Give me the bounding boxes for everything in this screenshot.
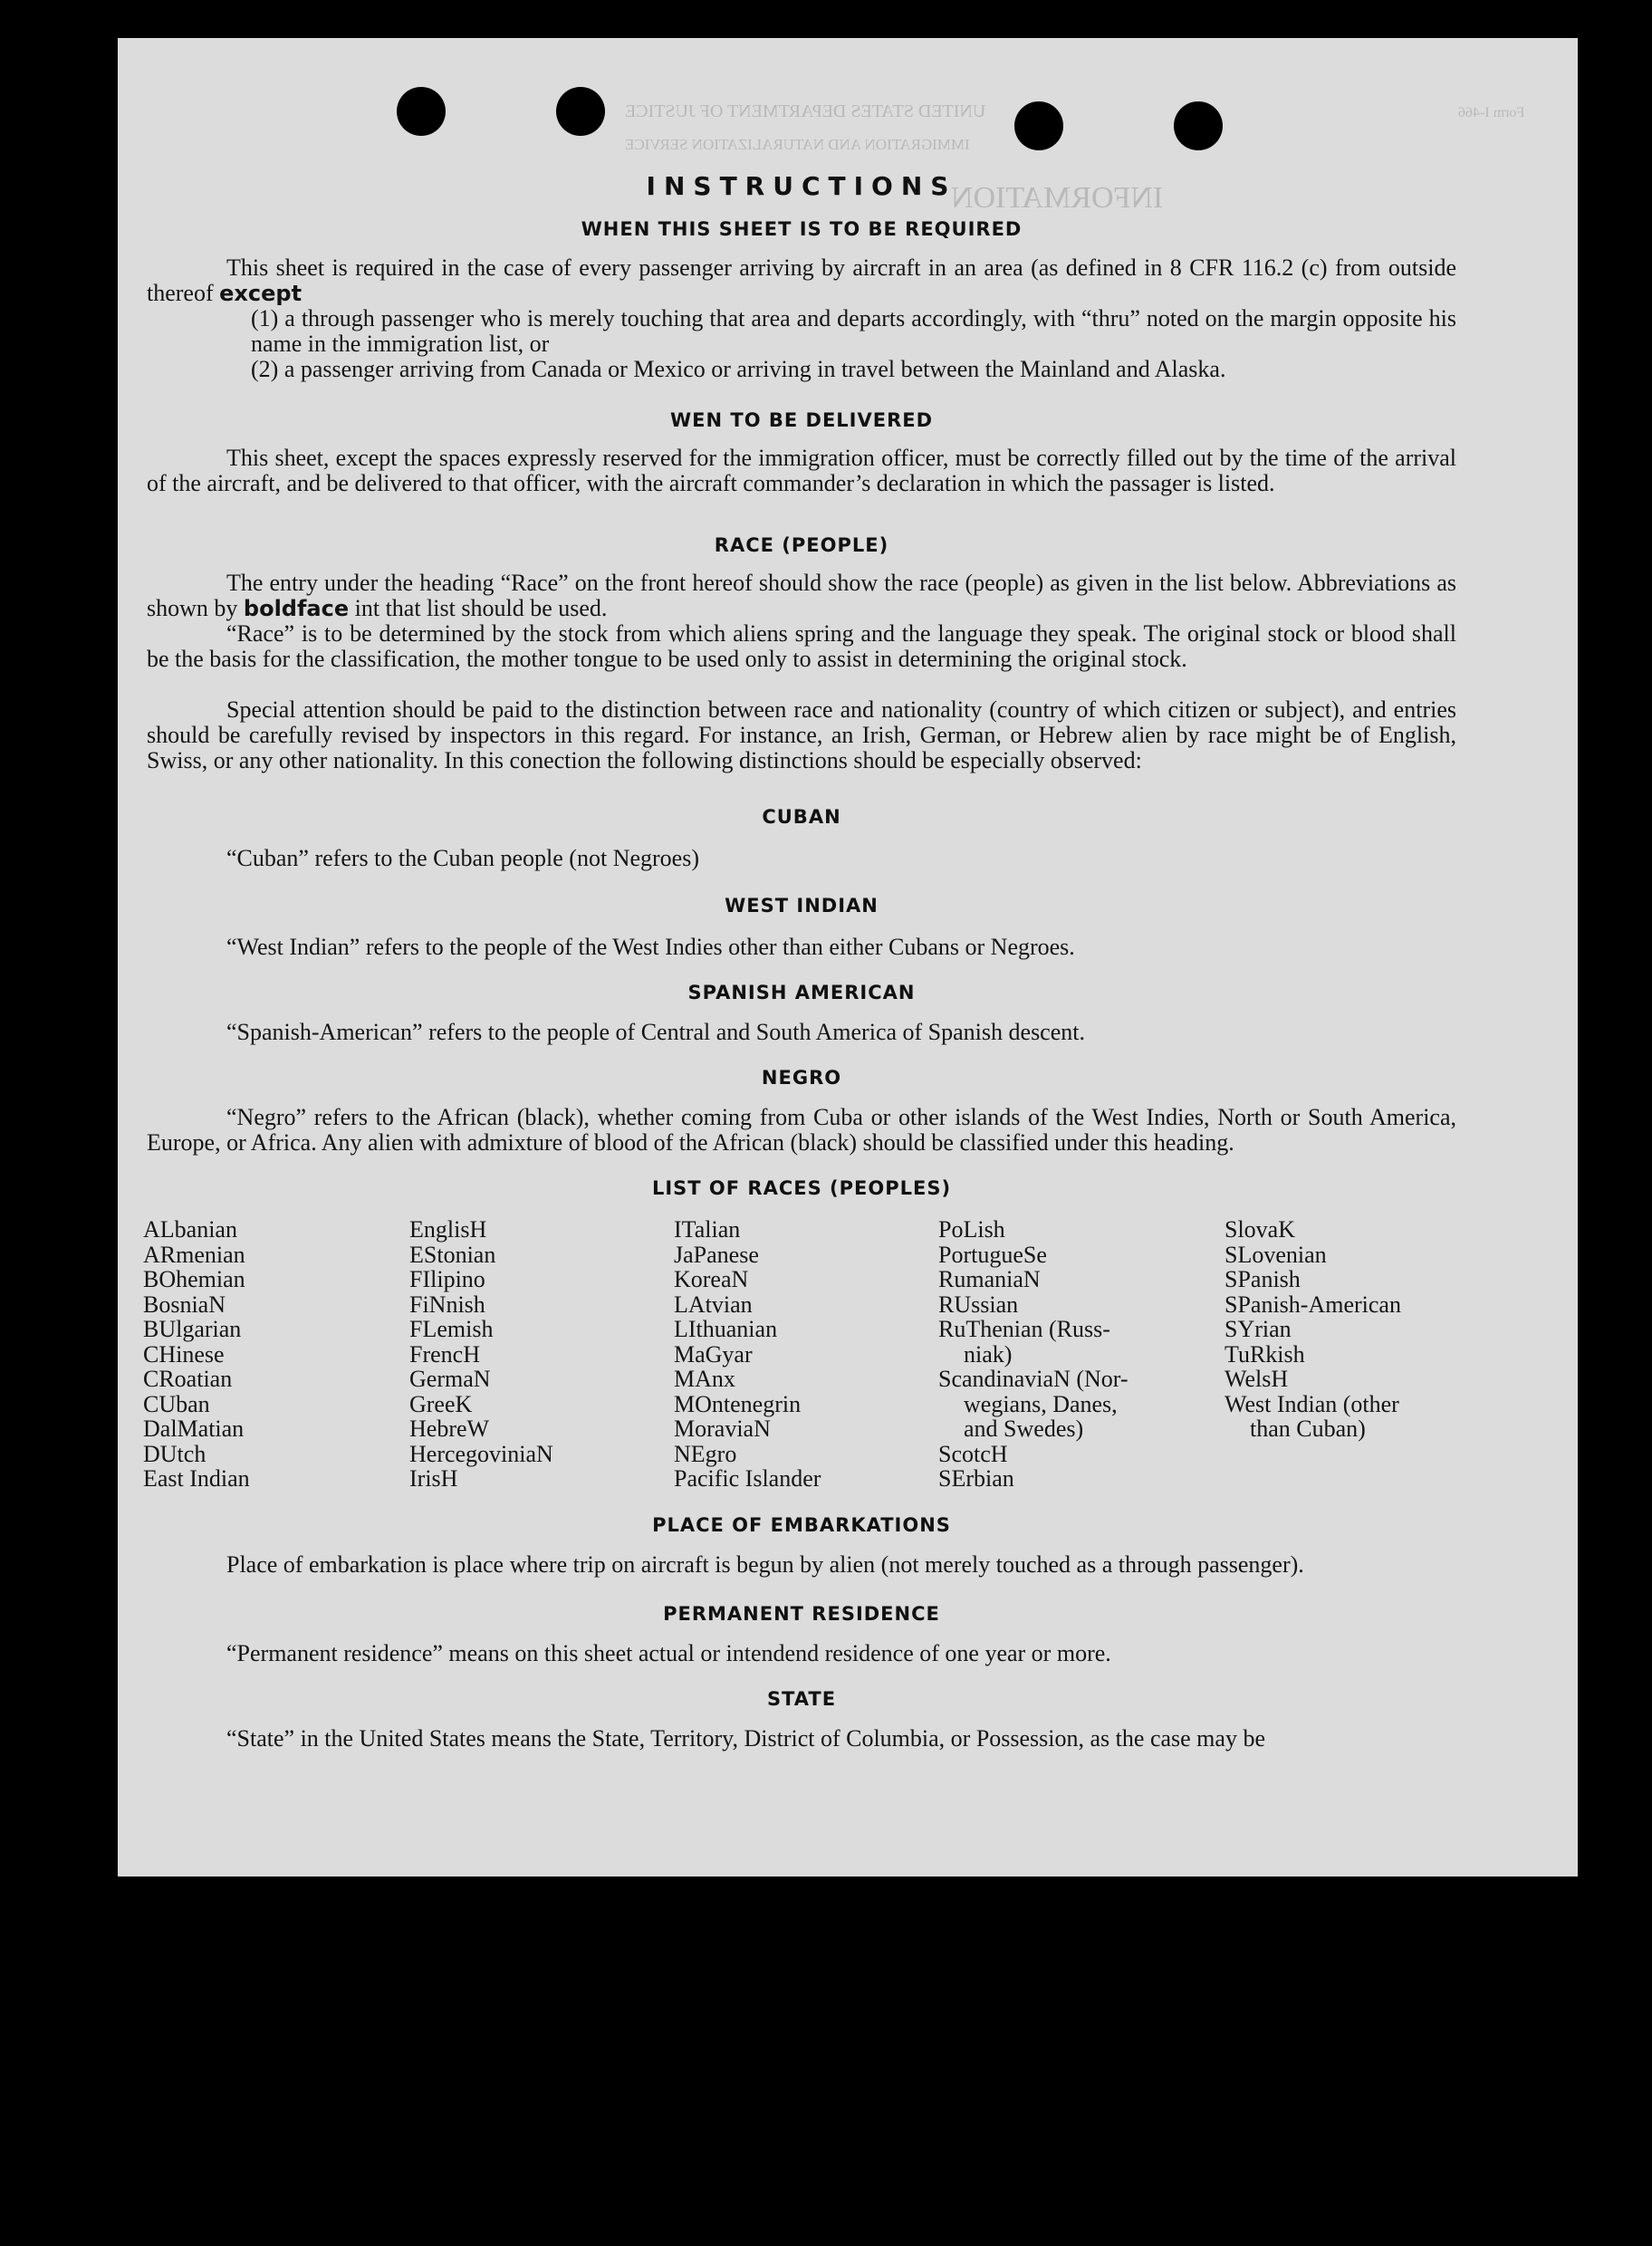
list-item: LAtvian [674,1291,753,1318]
race-list-column [938,1217,1129,1492]
list-item: BosniaN [143,1291,226,1318]
paragraph [147,1020,1456,1045]
paragraph-text: “West Indian” refers to the people of the West Indies other than either Cubans or Negroes. [226,934,1075,960]
list-item: BUlgarian [143,1316,242,1342]
list-item: MAnx [674,1366,735,1392]
section-heading: WEN TO BE DELIVERED [669,409,934,431]
section-heading: LIST OF RACES (PEOPLES) [651,1177,952,1199]
list-item: SPanish-American [1225,1291,1401,1318]
list-item: and Swedes) [964,1416,1084,1442]
bold-word: boldface [243,596,350,621]
paragraph-text: The entry under the heading “Race” on the front hereof should show the race (people) as given in the list below. Abbreviations as shown by [147,570,1456,621]
list-item: RumaniaN [938,1266,1041,1292]
list-item: FLemish [409,1316,494,1342]
list-item: ALbanian [143,1216,237,1243]
paragraph [147,1552,1456,1578]
list-item: SYrian [1225,1316,1292,1342]
paragraph-text: int that list should be used. [354,595,608,621]
section-heading: STATE [766,1688,837,1710]
list-item: ScandinaviaN (Nor- [938,1366,1129,1392]
list-item: ITalian [674,1216,741,1243]
paragraph-text: “State” in the United States means the State, Territory, District of Columbia, or Possession, as the case may be [226,1725,1265,1752]
race-list-column [409,1217,553,1492]
list-item: RuThenian (Russ- [938,1316,1110,1342]
paragraph-text: “Negro” refers to the African (black), whether coming from Cuba or other islands of the West Indies, North or South America, Europe, or Africa. Any alien with admixture of blood of the African (black) should be classified under this heading. [147,1104,1456,1156]
paragraph [147,571,1456,621]
section-heading: PERMANENT RESIDENCE [663,1603,940,1625]
list-item: PortugueSe [938,1241,1047,1268]
list-item: wegians, Danes, [964,1390,1118,1417]
list-item: DalMatian [143,1416,245,1442]
list-item: MoraviaN [674,1416,771,1442]
paragraph-text: Special attention should be paid to the distinction between race and nationality (country of which citizen or subject), and entries should be carefully revised by inspectors in this regard. For instance, an Irish, German, or Hebrew alien by race might be of English, Swiss, or any other nationality. In this conection the following distinctions should be especially observed: [147,696,1456,773]
bleed-through-line: UNITED STATES DEPARTMENT OF JUSTICE [625,101,986,121]
race-list-column [1225,1217,1401,1442]
list-item: LIthuanian [674,1316,778,1342]
list-item: CUban [143,1390,210,1417]
list-item: BOhemian [143,1266,245,1292]
race-list-column [143,1217,250,1492]
paragraph-text: “Spanish-American” refers to the people of Central and South America of Spanish descent. [226,1019,1085,1045]
list-item: FrencH [409,1340,480,1368]
list-item: JaPanese [674,1241,759,1268]
section-heading: WHEN THIS SHEET IS TO BE REQUIRED [581,218,1023,240]
list-item: CRoatian [143,1366,233,1392]
paragraph [147,621,1456,672]
list-item: SLovenian [1225,1241,1327,1268]
page-title: INSTRUCTIONS [646,171,957,201]
list-item: than Cuban) [1250,1416,1366,1442]
section-heading: PLACE OF EMBARKATIONS [652,1514,951,1536]
list-item: SPanish [1225,1266,1301,1292]
list-item: CHinese [143,1340,225,1368]
list-item: EStonian [409,1241,496,1268]
bleed-through-line: IMMIGRATION AND NATURALIZATION SERVICE [625,136,970,153]
list-item: FiNnish [409,1291,485,1318]
race-list-column [674,1217,821,1492]
paragraph [147,1641,1456,1666]
section-heading: SPANISH AMERICAN [687,982,916,1003]
list-item: SlovaK [1225,1216,1295,1243]
list-item: GermaN [409,1366,491,1392]
paragraph [147,446,1456,496]
list-item [251,306,1456,357]
bold-word: except [219,281,303,306]
list-item: TuRkish [1225,1340,1305,1368]
list-item: DUtch [143,1440,206,1467]
section-heading: RACE (PEOPLE) [714,534,889,556]
list-item: East Indian [143,1465,250,1492]
list-item: WelsH [1225,1366,1289,1392]
list-item: RUssian [938,1291,1019,1318]
paragraph-text: (1) a through passenger who is merely touching that area and departs accordingly, with “thru” noted on the margin opposite his name in the immigration list, or [251,305,1456,357]
paragraph-text: This sheet, except the spaces expressly reserved for the immigration officer, must be correctly filled out by the time of the arrival of the aircraft, and be delivered to that officer, with the aircraft commander’s declaration in which the passager is listed. [147,445,1456,496]
section-heading: WEST INDIAN [725,895,879,917]
list-item: MOntenegrin [674,1390,802,1417]
punch-hole [1174,101,1223,150]
list-item: ScotcH [938,1440,1008,1467]
paragraph [147,255,1456,306]
list-item: NEgro [674,1440,737,1467]
list-item: GreeK [409,1390,473,1417]
punch-hole [556,87,605,136]
list-item: West Indian (other [1225,1390,1399,1417]
list-item: EnglisH [409,1216,487,1243]
list-item: HebreW [409,1416,490,1442]
list-item: KoreaN [674,1266,749,1292]
document-page [118,38,1578,1876]
section-heading: NEGRO [761,1067,842,1089]
paragraph-text: Place of embarkation is place where trip on aircraft is begun by alien (not merely touched as a through passenger). [226,1551,1304,1578]
list-item: PoLish [938,1216,1005,1243]
punch-hole [397,87,446,136]
list-item: MaGyar [674,1340,753,1368]
bleed-through-line: INFORMATION [951,181,1164,215]
paragraph-text: “Permanent residence” means on this sheet actual or intendend residence of one year or more. [226,1640,1111,1666]
section-heading: CUBAN [762,806,841,828]
paragraph [147,846,1456,871]
paragraph-text: (2) a passenger arriving from Canada or Mexico or arriving in travel between the Mainland and Alaska. [251,356,1226,382]
punch-hole [1014,101,1063,150]
list-item: SErbian [938,1465,1014,1492]
paragraph [147,1105,1456,1156]
paragraph [147,935,1456,960]
bleed-through-line: Form I-466 [1458,105,1525,120]
list-item: HercegoviniaN [409,1440,553,1467]
paragraph [147,697,1456,773]
list-item: Pacific Islander [674,1465,821,1492]
paragraph-text: “Race” is to be determined by the stock from which aliens spring and the language they speak. The original stock or blood shall be the basis for the classification, the mother tongue to be used only to assist in determining the original stock. [147,620,1456,672]
list-item: ARmenian [143,1241,245,1268]
list-item [251,357,1456,382]
list-item: FIlipino [409,1266,485,1292]
paragraph [147,1726,1456,1752]
list-item: niak) [964,1340,1013,1368]
list-item: IrisH [409,1465,458,1492]
paragraph-text: This sheet is required in the case of every passenger arriving by aircraft in an area (as defined in 8 CFR 116.2 (c) from outside thereof [147,254,1456,306]
paragraph-text: “Cuban” refers to the Cuban people (not Negroes) [226,845,699,871]
